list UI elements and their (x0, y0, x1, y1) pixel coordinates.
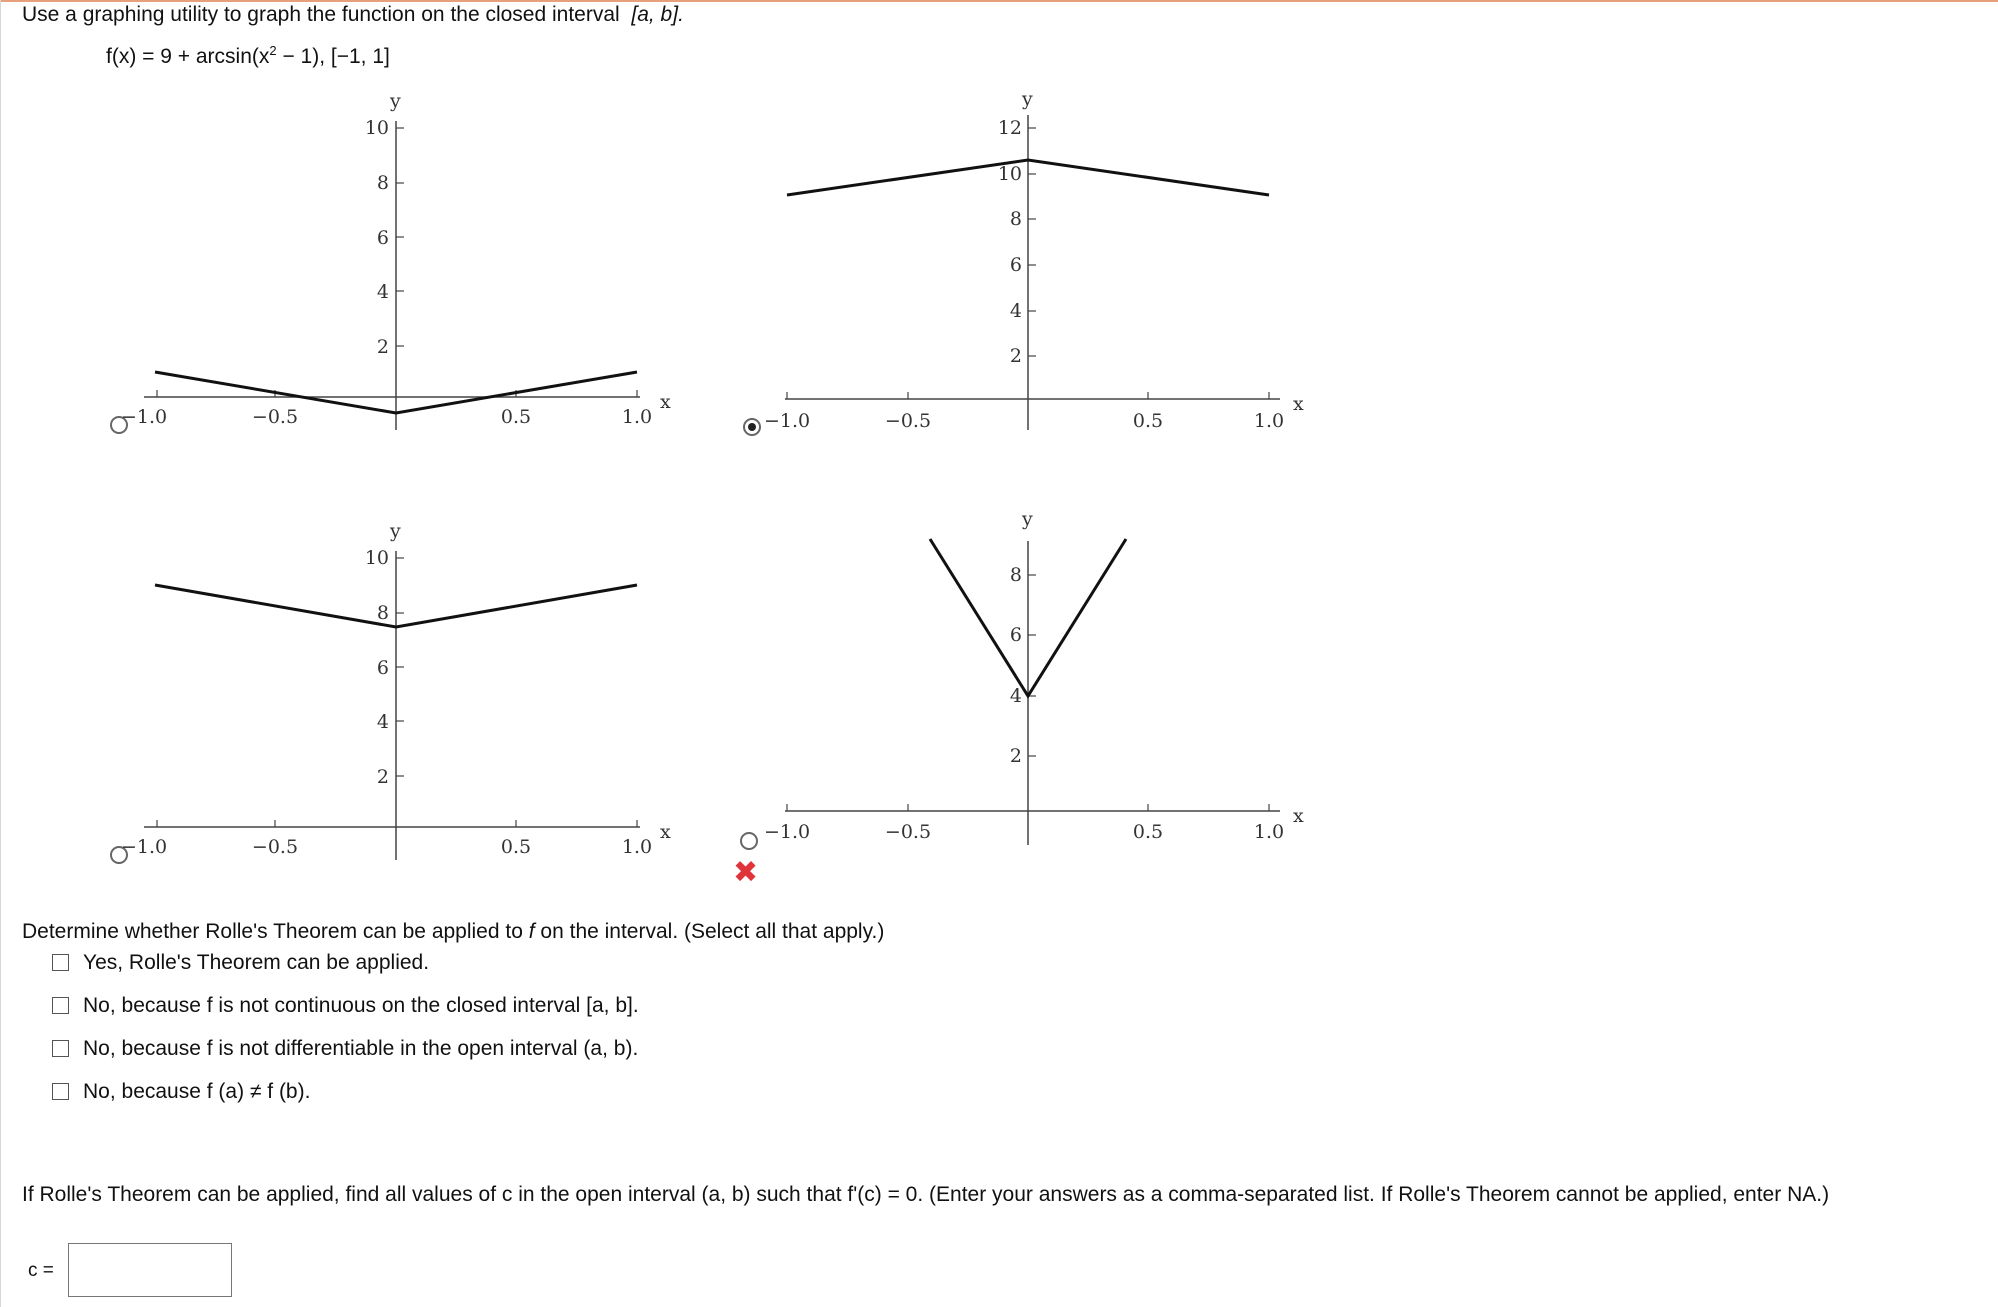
y-tick-label: 12 (997, 117, 1022, 139)
x-tick-label: 0.5 (500, 406, 532, 428)
rolle-option-2[interactable]: No, because f is not continuous on the closed interval [a, b]. (52, 994, 639, 1018)
y-tick-label: 2 (376, 766, 389, 788)
x-tick-label: −0.5 (884, 410, 932, 432)
x-axis-label: x (660, 821, 671, 843)
rolle-option-3[interactable]: No, because f is not differentiable in the open interval (a, b). (52, 1037, 638, 1061)
y-tick-label: 4 (1009, 300, 1022, 322)
c-answer-label: c = (28, 1260, 54, 1281)
x-tick-label: −0.5 (251, 406, 299, 428)
x-tick-label: −1.0 (763, 410, 811, 432)
rolle-question: Determine whether Rolle's Theorem can be applied to f on the interval. (Select all that apply.) (22, 920, 885, 943)
x-axis-label: x (660, 391, 671, 413)
x-tick-label: 0.5 (1132, 821, 1164, 843)
checkbox[interactable] (52, 1083, 69, 1100)
y-tick-label: 10 (364, 117, 389, 139)
x-tick-label: 0.5 (1132, 410, 1164, 432)
graph-option-2-radio[interactable] (743, 418, 761, 436)
y-tick-label: 2 (1009, 345, 1022, 367)
y-axis-label: y (1022, 508, 1033, 530)
y-tick-label: 10 (997, 163, 1022, 185)
y-tick-label: 6 (1009, 254, 1022, 276)
left-border (0, 0, 1, 1307)
x-tick-label: 1.0 (1253, 821, 1285, 843)
x-axis-label: x (1293, 805, 1304, 827)
values-question: If Rolle's Theorem can be applied, find all values of c in the open interval (a, b) such that f'(c) = 0. (Enter your answers as a comma-separated list. If Rolle's Theorem cannot be applied, enter NA.) (22, 1183, 1830, 1206)
y-tick-label: 8 (1009, 564, 1022, 586)
graph-option-2 (763, 85, 1335, 445)
rolle-option-4[interactable]: No, because f (a) ≠ f (b). (52, 1080, 310, 1104)
x-tick-label: 1.0 (621, 836, 653, 858)
y-tick-label: 4 (376, 281, 389, 303)
y-tick-label: 10 (364, 547, 389, 569)
x-tick-label: 0.5 (500, 836, 532, 858)
question-prompt: Use a graphing utility to graph the function on the closed interval [a, b]. (22, 3, 684, 26)
rolle-option-1[interactable]: Yes, Rolle's Theorem can be applied. (52, 951, 429, 975)
graph-option-3 (120, 515, 700, 875)
y-tick-label: 6 (376, 657, 389, 679)
x-tick-label: −1.0 (120, 836, 168, 858)
top-border (0, 0, 1998, 2)
x-tick-label: −1.0 (120, 406, 168, 428)
function-definition: $f(x) = 9 + \arcsin(x^2 - 1)$, [−1, 1] (106, 43, 390, 68)
y-tick-label: 4 (376, 711, 389, 733)
graph-option-1 (120, 85, 700, 445)
y-tick-label: 8 (1009, 208, 1022, 230)
x-tick-label: −0.5 (884, 821, 932, 843)
x-tick-label: 1.0 (1253, 410, 1285, 432)
y-tick-label: 2 (1009, 745, 1022, 767)
y-tick-label: 4 (1009, 685, 1022, 707)
checkbox[interactable] (52, 1040, 69, 1057)
y-tick-label: 6 (376, 227, 389, 249)
y-tick-label: 2 (376, 336, 389, 358)
y-axis-label: y (1022, 88, 1033, 110)
checkbox[interactable] (52, 997, 69, 1014)
incorrect-mark-icon: ✖ (733, 856, 759, 889)
graph-option-4-radio[interactable] (740, 832, 758, 850)
x-tick-label: −0.5 (251, 836, 299, 858)
c-answer-input[interactable] (68, 1243, 232, 1297)
y-tick-label: 8 (376, 602, 389, 624)
y-tick-label: 8 (376, 172, 389, 194)
x-axis-label: x (1293, 393, 1304, 415)
graph-option-4 (763, 505, 1335, 865)
y-axis-label: y (390, 520, 401, 542)
x-tick-label: 1.0 (621, 406, 653, 428)
y-axis-label: y (390, 90, 401, 112)
checkbox[interactable] (52, 954, 69, 971)
y-tick-label: 6 (1009, 624, 1022, 646)
x-tick-label: −1.0 (763, 821, 811, 843)
